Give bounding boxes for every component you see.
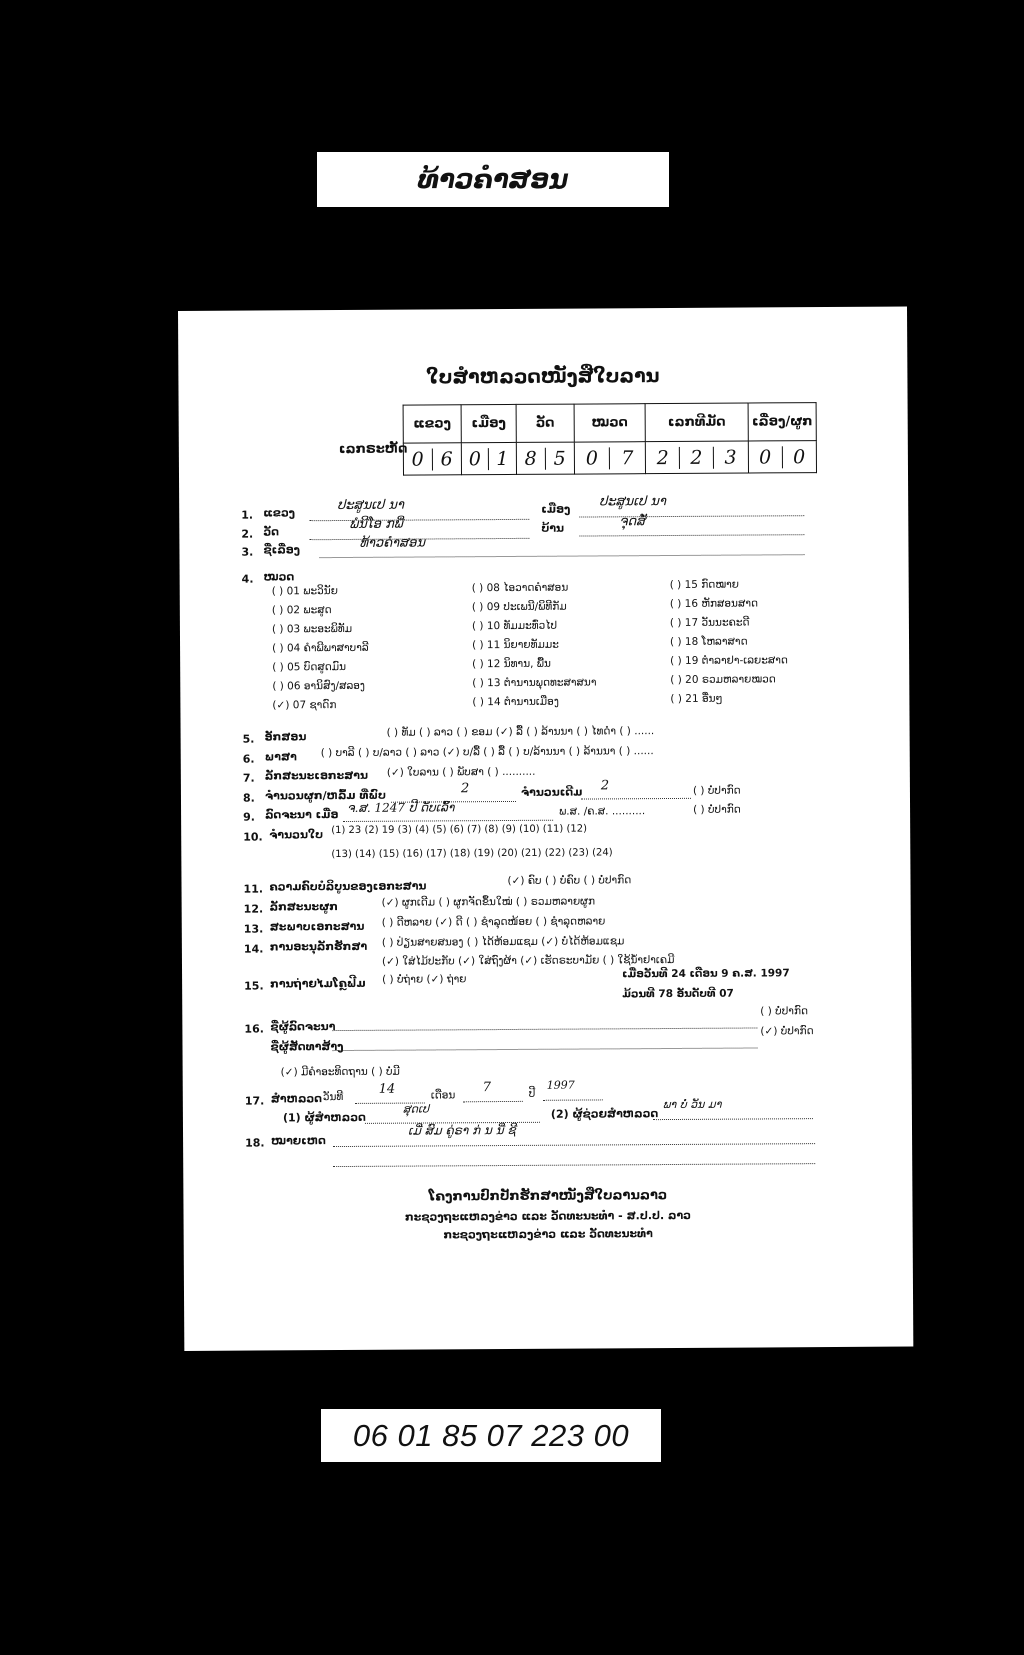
code-cell-district: 0 1 bbox=[461, 442, 516, 474]
survey-form-sheet bbox=[178, 307, 913, 1351]
fascicle-type-label: ລັກສະນະຜູກ bbox=[269, 900, 338, 914]
code-header-temple: ວັດ bbox=[516, 404, 574, 442]
category-option: ( ) 10 ທັມມະທົ່ວໄປ bbox=[471, 619, 558, 633]
row-7-number: 7. bbox=[242, 771, 255, 785]
field-district-value: ປະສູນເປ ນາ bbox=[599, 494, 666, 510]
surveyed-day-value: 14 bbox=[378, 1081, 396, 1097]
category-option: ( ) 04 ຄຳພີພາສາບາລີ bbox=[272, 641, 369, 655]
category-option: ( ) 01 ພະວິນັຍ bbox=[271, 585, 338, 598]
language-options: ( ) ບາລີ ( ) ບ/ລາວ ( ) ລາວ (✓) ບ/ລື້ ( ) ລື້ ( ) ບ/ລ້ານນາ ( ) ລ້ານນາ ( ) ...... bbox=[320, 745, 654, 760]
document-type-label: ລັກສະນະເອກະສານ bbox=[264, 768, 369, 783]
preservation-options-2: (✓) ໃສ່ໄມ້ປະກັບ (✓) ໃສ່ຖົງຜ້າ (✓) ເຮັດຣະບາມັຍ ( ) ໃຊ້ນ້ຳຢາເຄມີ bbox=[381, 953, 675, 968]
condition-label: ສະພາບເອກະສານ bbox=[269, 919, 365, 934]
category-option: ( ) 21 ອື່ນໆ bbox=[670, 692, 723, 705]
fascicle-unknown-option: ( ) ບໍ່ປາກົດ bbox=[692, 784, 741, 797]
footer-ministry-2: ກະຊວງຖະແຫລງຂ່າວ ແລະ ວັດທະນະທຳ bbox=[443, 1227, 653, 1242]
fascicle-type-options: (✓) ຜູກເດີມ ( ) ຜູກຈັດຂຶ້ນໃໝ່ ( ) ຣວມຫລາຍຜູກ bbox=[381, 895, 596, 909]
field-temple-label: ວັດ bbox=[263, 525, 280, 539]
row-16-number: 16. bbox=[244, 1022, 264, 1036]
row-17-number: 17. bbox=[244, 1094, 265, 1108]
surveyed-day-label: ວັນທີ bbox=[322, 1091, 344, 1104]
row-18-number: 18. bbox=[245, 1136, 265, 1150]
category-option: ( ) 12 ນິທານ, ພື້ນ bbox=[472, 657, 551, 671]
field-province-label: ແຂວງ bbox=[263, 506, 296, 520]
category-option: ( ) 13 ຕຳນານພຸດທະສາສນາ bbox=[472, 676, 597, 690]
composed-date-value: ຈ.ສ. 1247 ປີ ດັບເລົ້າ bbox=[346, 800, 455, 815]
category-option: ( ) 03 ພະອະພິທັມ bbox=[271, 622, 353, 636]
completeness-label: ຄວາມຄົບບໍລິບູນຂອງເອກະສານ bbox=[269, 879, 427, 894]
fascicle-count-value: 2 bbox=[460, 781, 470, 797]
footer-ministry: ກະຊວງຖະແຫລງຂ່າວ ແລະ ວັດທະນະທຳ - ສ.ປ.ປ. ລາວ bbox=[404, 1208, 692, 1224]
author-unknown-option: ( ) ບໍ່ປາກົດ bbox=[760, 1005, 809, 1018]
script-options: ( ) ທັມ ( ) ລາວ ( ) ຂອມ (✓) ລື້ ( ) ລ້ານນາ ( ) ໄທດຳ ( ) ...... bbox=[386, 725, 655, 739]
category-option: ( ) 14 ຕຳນານເມືອງ bbox=[472, 695, 559, 709]
field-1-number: 1. bbox=[241, 508, 254, 522]
category-option: ( ) 15 ກົດໝາຍ bbox=[669, 578, 740, 592]
row-6-number: 6. bbox=[242, 752, 255, 766]
code-cell-bundle: 2 2 3 bbox=[645, 441, 748, 474]
category-option: ( ) 06 ອານິສົງ/ສລອງ bbox=[272, 679, 366, 693]
remarks-value: ເມີ່ ສົມ ຄູ່ຣາ ກ່ ນ ນີ່ ຊີ bbox=[407, 1122, 516, 1138]
condition-options: ( ) ດີຫລາຍ (✓) ດີ ( ) ຊຳລຸດໜ້ອຍ ( ) ຊຳລຸດຫລາຍ bbox=[381, 915, 606, 929]
surveyed-year-value: 1997 bbox=[546, 1078, 575, 1092]
microfilm-label: ການຖ່າຍໄມໂຄຼຟີມ bbox=[270, 976, 366, 991]
field-province-value: ປະສູນເປ ນາ bbox=[337, 497, 405, 514]
row-15-number: 15. bbox=[244, 979, 264, 993]
code-cell-fascicle: 0 0 bbox=[748, 441, 816, 473]
microfilm-date: ເມື່ອວັນທີ 24 ເດືອນ 9 ຄ.ສ. 1997 bbox=[622, 967, 790, 981]
surveyed-year-label: ປີ bbox=[528, 1087, 536, 1100]
assistant-value: ພາ ບໍ່ ວັນ ມາ bbox=[662, 1097, 722, 1112]
code-header-bundle: ເລກທີມັດ bbox=[645, 403, 748, 442]
surveyed-month-label: ເດືອນ bbox=[430, 1089, 456, 1102]
category-option: ( ) 19 ຕຳລາຢາ-ເລຍະສາດ bbox=[670, 654, 788, 668]
category-option: ( ) 17 ວັນນະຄະດີ bbox=[669, 616, 750, 630]
row-11-number: 11. bbox=[243, 882, 264, 896]
surveyor-value: ສຸດເປ bbox=[402, 1102, 430, 1116]
row-13-number: 13. bbox=[243, 922, 264, 936]
field-temple-value: ພໍນີໂອ ກພ່ີ bbox=[349, 516, 403, 532]
field-2-number: 2. bbox=[241, 527, 254, 541]
category-option: ( ) 11 ນິຍາຍທັມມະ bbox=[472, 638, 559, 652]
composed-date-label: ລົດຈະນາ ເມື່ອ bbox=[265, 808, 339, 822]
preservation-label: ການອະນຸລັກຮັກສາ bbox=[269, 939, 368, 954]
completeness-options: (✓) ຄົບ ( ) ບໍ່ຄົບ ( ) ບໍ່ປາກົດ bbox=[507, 874, 632, 887]
row-5-number: 5. bbox=[242, 732, 255, 746]
code-grid bbox=[403, 402, 817, 476]
category-option: ( ) 02 ພະສູດ bbox=[271, 604, 332, 617]
form-title: ໃບສຳຫລວດໜັງສືໃບລານ bbox=[426, 365, 660, 389]
code-cell-temple: 8 5 bbox=[516, 442, 574, 474]
field-title-value: ທ້າວຄຳສອນ bbox=[359, 535, 426, 551]
category-option: ( ) 18 ໂຫລາສາດ bbox=[669, 635, 748, 649]
surveyed-label: ສຳຫລວດ bbox=[270, 1092, 323, 1106]
original-count-label: ຈຳນວນເດີມ bbox=[520, 785, 583, 799]
code-header-category: ໝວດ bbox=[574, 404, 645, 442]
category-option: ( ) 20 ຣວມຫລາຍໝວດ bbox=[670, 673, 776, 686]
code-number-label: 06 01 85 07 223 00 bbox=[321, 1409, 661, 1462]
composed-date-unknown-option: ( ) ບໍ່ປາກົດ bbox=[693, 803, 741, 816]
sponsor-label: ຊື່ຜູ້ສັດທາສ້າງ bbox=[270, 1040, 344, 1054]
code-header-fascicle: ເລື່ອງ/ຜູກ bbox=[748, 403, 816, 441]
row-8-number: 8. bbox=[242, 791, 255, 805]
field-3-number: 3. bbox=[241, 545, 254, 559]
microfilm-options: ( ) ບໍ່ຖ່າຍ (✓) ຖ່າຍ bbox=[382, 973, 467, 986]
original-count-value: 2 bbox=[600, 778, 610, 794]
row-14-number: 14. bbox=[243, 942, 264, 956]
row-10-number: 10. bbox=[243, 830, 263, 844]
category-option: ( ) 05 ບົດສູດມົນ bbox=[272, 660, 347, 674]
leaf-count-line-1: (1) 23 (2) 19 (3) (4) (5) (6) (7) (8) (9) (10) (11) (12) bbox=[331, 823, 588, 837]
field-village-label: ບ້ານ bbox=[541, 521, 565, 535]
category-option: (✓) 07 ຊາດົກ bbox=[272, 699, 337, 712]
script-label: ອັກສອນ bbox=[264, 730, 307, 744]
code-cell-province: 0 6 bbox=[403, 443, 461, 475]
field-4-number: 4. bbox=[241, 572, 254, 586]
fascicle-count-label: ຈຳນວນຜູກ/ຫລົ້ມ ທີ່ພົບ bbox=[264, 788, 386, 803]
code-cell-category: 0 7 bbox=[574, 442, 645, 474]
composed-era: ພ.ສ. /ຄ.ສ. .......... bbox=[559, 805, 646, 818]
code-header-province: ແຂວງ bbox=[403, 405, 461, 443]
surveyed-month-value: 7 bbox=[482, 1080, 492, 1096]
surveyor-label: (1) ຜູ້ສຳຫລວດ bbox=[282, 1110, 366, 1125]
row-9-number: 9. bbox=[243, 810, 255, 824]
preservation-options: ( ) ປ່ຽນສາຍສນອງ ( ) ໄດ້ຫ້ອມແຊມ (✓) ບໍ່ໄດ້ຫ້ອມແຊມ bbox=[381, 935, 625, 949]
leaf-count-line-2: (13) (14) (15) (16) (17) (18) (19) (20) (21) (22) (23) (24) bbox=[331, 847, 613, 861]
remarks-label: ໝາຍເຫດ bbox=[271, 1134, 326, 1148]
category-option: ( ) 09 ປະເພນີ/ພິທີກັມ bbox=[471, 600, 567, 614]
assistant-label: (2) ຜູ້ຊ່ວຍສຳຫລວດ bbox=[550, 1107, 659, 1121]
leaf-count-label: ຈຳນວນໃບ bbox=[269, 828, 324, 842]
field-village-value: ຈຸດສັ່ bbox=[619, 514, 646, 530]
code-label: ເລກຣະຫັດ bbox=[338, 441, 408, 458]
author-label: ຊື່ຜູ້ລົດຈະນາ bbox=[270, 1020, 336, 1034]
field-title-label: ຊື່ເລື່ອງ bbox=[263, 543, 301, 557]
category-option: ( ) 08 ໄອວາດຄຳສອນ bbox=[471, 581, 569, 595]
language-label: ພາສາ bbox=[264, 750, 297, 764]
row-12-number: 12. bbox=[243, 902, 264, 916]
document-type-options: (✓) ໃບລານ ( ) ພັບສາ ( ) .......... bbox=[386, 765, 536, 779]
code-header-district: ເມືອງ bbox=[461, 404, 516, 442]
footer-project: ໂຄງການປົກປັກຮັກສາໜັງສືໃບລານລາວ bbox=[428, 1188, 668, 1205]
sponsor-unknown-option: (✓) ບໍ່ປາກົດ bbox=[760, 1025, 814, 1038]
header-label: ທ້າວຄຳສອນ bbox=[317, 152, 669, 207]
category-option: ( ) 16 ຫັກສອນສາດ bbox=[669, 597, 759, 611]
prayer-options: (✓) ມີຄຳອະທິດຖານ ( ) ບໍ່ມີ bbox=[280, 1065, 400, 1079]
field-district-label: ເມືອງ bbox=[541, 502, 571, 516]
field-category-label: ໝວດ bbox=[263, 570, 295, 584]
microfilm-roll: ມ້ວນທີ 78 ອັນດັບທີ 07 bbox=[622, 987, 734, 1001]
